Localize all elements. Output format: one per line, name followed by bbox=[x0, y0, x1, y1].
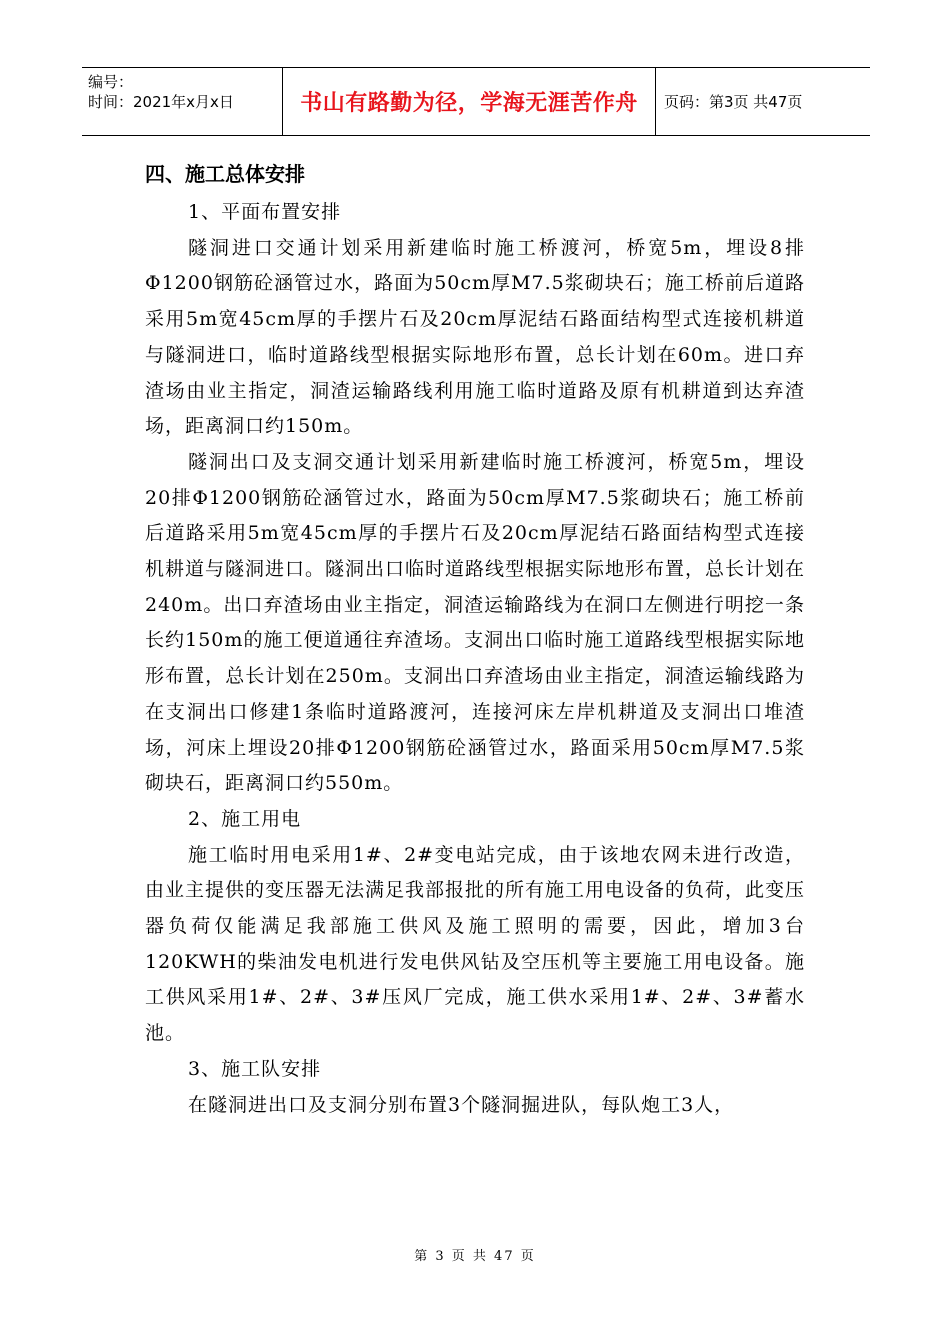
page-footer: 第 3 页 共 47 页 bbox=[414, 1249, 536, 1264]
subsection-heading-teams: 3、施工队安排 bbox=[188, 1057, 322, 1080]
subsection-heading-power: 2、施工用电 bbox=[188, 807, 302, 830]
subsection-heading-layout: 1、平面布置安排 bbox=[188, 201, 342, 223]
document-time-label: 时间：2021年x月x日 bbox=[88, 93, 234, 111]
paragraph-exit-traffic: 隧洞出口及支洞交通计划采用新建临时施工桥渡河，桥宽5m，埋设20排Φ1200钢筋砼涵管过水，路面为50cm厚M7.5浆砌块石；施工桥前后道路采用5m宽45cm厚的手摆片石及20cm厚泥结石路面结构型式连接机耕道与隧洞进口。隧洞出口临时道路线型根据实际地形布置，总长计划在240m。出口弃渣场由业主指定，洞渣运输路线为在洞口左侧进行明挖一条长约150m的施工便道通往弃渣场。支洞出口临时施工道路线型根据实际地形布置，总长计划在250m。支洞出口弃渣场由业主指定，洞渣运输线路为在支洞出口修建1条临时道路渡河，连接河床左岸机耕道及支洞出口堆渣场，河床上埋设20排Φ1200钢筋砼涵管过水，路面采用50cm厚M7.5浆砌块石，距离洞口约550m。 bbox=[145, 450, 806, 795]
document-number-label: 编号： bbox=[88, 73, 134, 91]
document-body bbox=[145, 153, 805, 1123]
paragraph-team-arrangement: 在隧洞进出口及支洞分别布置3个隧洞掘进队，每队炮工3人， bbox=[188, 1093, 735, 1116]
paragraph-power-supply: 施工临时用电采用1#、2#变电站完成，由于该地农网未进行改造，由业主提供的变压器无法满足我部报批的所有施工用电设备的负荷，此变压器负荷仅能满足我部施工供风及施工照明的需要，因此，增加3台120KWH的柴油发电机进行发电供风钻及空压机等主要施工用电设备。施工供风采用1#、2#、3#压风厂完成，施工供水采用1#、2#、3#蓄水池。 bbox=[145, 843, 806, 1045]
header-meta bbox=[82, 68, 282, 135]
section-title: 四、施工总体安排 bbox=[145, 162, 305, 186]
header-motto: 书山有路勤为径，学海无涯苦作舟 bbox=[282, 68, 656, 135]
header-page-info: 页码：第3页 共47页 bbox=[664, 93, 803, 111]
paragraph-entrance-traffic: 隧洞进口交通计划采用新建临时施工桥渡河，桥宽5m，埋设8排Φ1200钢筋砼涵管过水，路面为50cm厚M7.5浆砌块石；施工桥前后道路采用5m宽45cm厚的手摆片石及20cm厚泥结石路面结构型式连接机耕道与隧洞进口，临时道路线型根据实际地形布置，总长计划在60m。进口弃渣场由业主指定，洞渣运输路线利用施工临时道路及原有机耕道到达弃渣场，距离洞口约150m。 bbox=[145, 236, 805, 438]
page-header bbox=[82, 67, 870, 136]
